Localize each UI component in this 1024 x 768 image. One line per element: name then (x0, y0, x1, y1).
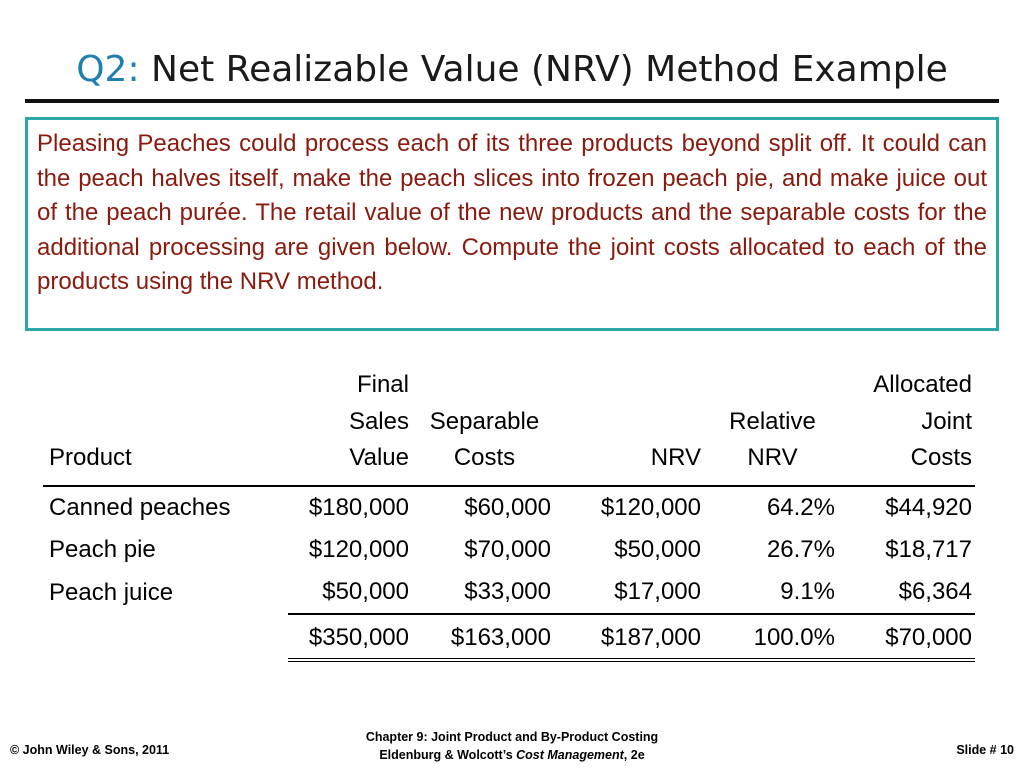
cell-separable-costs: $70,000 (464, 535, 551, 563)
cell-nrv: $50,000 (614, 535, 701, 563)
cell-final-sales-value: $180,000 (308, 493, 409, 521)
footer-book-title: Cost Management (516, 748, 624, 762)
question-text: Pleasing Peaches could process each of its three products beyond split off. It could can the peach halves itself, make the peach slices into frozen peach pie, and make juice out of the peach purée. The retail value of the new products and the separable costs for the additional processing are given below. Compute the joint costs allocated to each of the products using the NRV method. (37, 130, 987, 296)
header-line: Costs (453, 444, 516, 471)
slide-title (0, 48, 1024, 92)
header-line: Costs (910, 444, 972, 471)
cell-allocated: $44,920 (885, 493, 972, 521)
header-allocated-joint-costs (838, 367, 975, 486)
cell-nrv: $17,000 (554, 571, 704, 614)
table-row (43, 486, 975, 529)
total-nrv: $187,000 (554, 614, 704, 659)
header-separable-costs (412, 367, 554, 486)
cell-relative-nrv: 9.1% (704, 571, 838, 614)
cell-nrv: $120,000 (600, 493, 701, 521)
cell-final-sales-value: $120,000 (308, 535, 409, 563)
total-separable-costs: $163,000 (412, 614, 554, 659)
title-prefix: Q2: (76, 49, 140, 90)
title-divider (25, 99, 999, 103)
table-row (43, 571, 975, 614)
header-relative-nrv (704, 367, 838, 486)
footer-book-prefix: Eldenburg & Wolcott’s (379, 748, 517, 762)
footer-chapter-line: Chapter 9: Joint Product and By-Product Costing (365, 730, 659, 744)
footer-chapter-info (0, 728, 1024, 764)
footer-book-edition: , 2e (623, 748, 645, 762)
cell-product-blank (43, 614, 288, 659)
header-line: Final (356, 371, 409, 398)
header-product: Product (49, 444, 132, 471)
cell-allocated: $18,717 (885, 535, 972, 563)
cell-product: Canned peaches (49, 493, 231, 521)
header-line: Relative (729, 407, 816, 435)
cell-product: Peach pie (49, 535, 156, 563)
cell-final-sales-value: $50,000 (288, 571, 412, 614)
cell-separable-costs: $60,000 (464, 493, 551, 521)
cell-product: Peach juice (49, 579, 174, 607)
total-final-sales-value: $350,000 (288, 614, 412, 659)
header-line: NRV (747, 444, 798, 471)
cell-allocated: $6,364 (838, 571, 975, 614)
cell-relative-nrv: 26.7% (766, 535, 835, 563)
header-line: Joint (921, 407, 972, 435)
nrv-table (43, 367, 975, 662)
cell-separable-costs: $33,000 (412, 571, 554, 614)
header-line: Sales (348, 407, 409, 435)
header-line: Allocated (873, 371, 972, 398)
table-header-row (43, 367, 975, 486)
header-nrv: NRV (650, 444, 701, 471)
footer-slide-number: Slide # 10 (956, 743, 1014, 757)
header-line: Value (349, 444, 409, 471)
total-allocated: $70,000 (838, 614, 975, 659)
question-box (25, 117, 999, 331)
footer-copyright: © John Wiley & Sons, 2011 (10, 743, 170, 757)
header-line: Separable (429, 407, 540, 435)
table-row (43, 529, 975, 571)
total-relative-nrv: 100.0% (704, 614, 838, 659)
title-main: Net Realizable Value (NRV) Method Example (151, 49, 948, 90)
cell-relative-nrv: 64.2% (766, 493, 835, 521)
totals-row (43, 614, 975, 659)
header-final-sales-value (288, 367, 412, 486)
